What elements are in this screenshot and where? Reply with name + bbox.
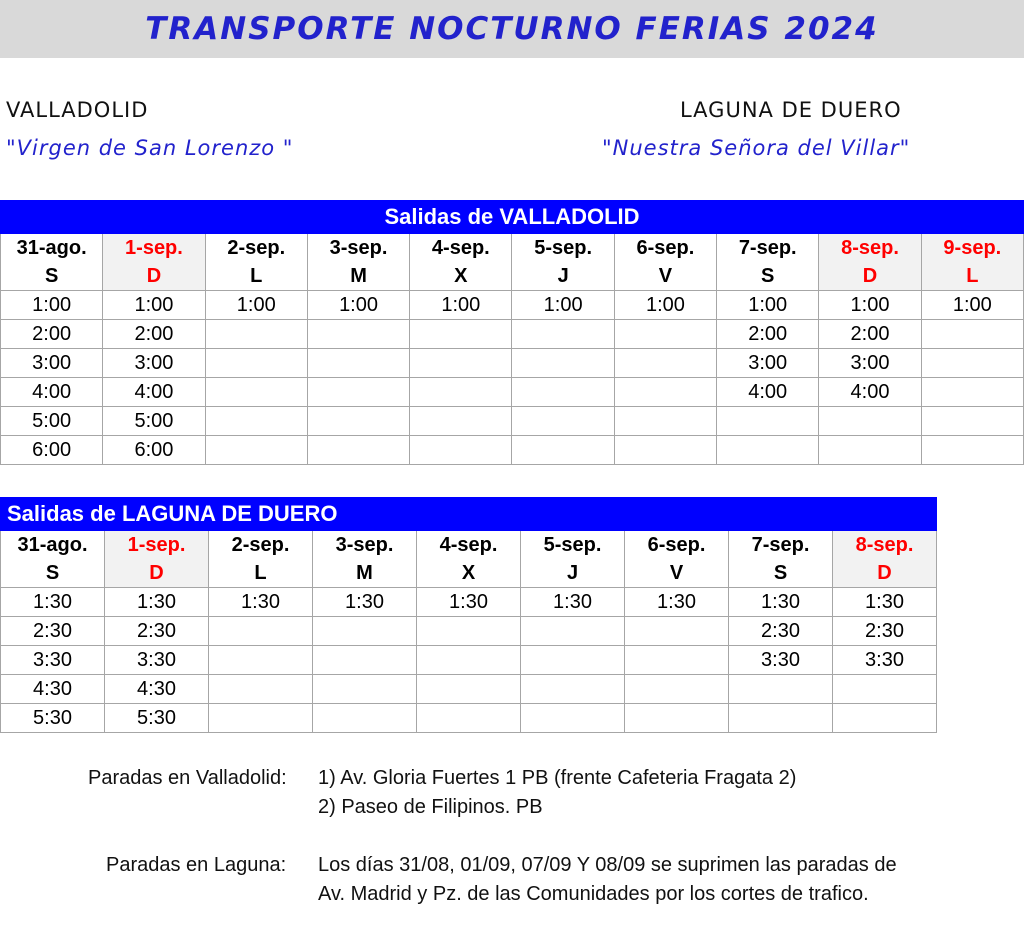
weekday-header: S: [717, 262, 819, 291]
time-cell: 4:00: [103, 378, 205, 407]
patron-laguna: "Nuestra Señora del Villar": [602, 136, 911, 160]
weekday-header-row: [1, 559, 937, 588]
time-cell: [417, 675, 521, 704]
time-cell: [410, 407, 512, 436]
weekday-header: V: [625, 559, 729, 588]
time-cell: [614, 378, 716, 407]
time-cell: 1:00: [819, 291, 921, 320]
date-header: 9-sep.: [921, 234, 1023, 263]
time-cell: [921, 436, 1023, 465]
time-cell: 1:00: [410, 291, 512, 320]
date-header: 4-sep.: [410, 234, 512, 263]
date-header: 7-sep.: [717, 234, 819, 263]
valladolid-schedule-table: [0, 200, 1024, 465]
time-cell: [717, 436, 819, 465]
time-cell: 5:00: [1, 407, 103, 436]
date-header: 5-sep.: [512, 234, 614, 263]
time-cell: 1:00: [614, 291, 716, 320]
time-cell: [921, 320, 1023, 349]
date-header: 31-ago.: [1, 234, 103, 263]
weekday-header: L: [205, 262, 307, 291]
time-cell: [833, 675, 937, 704]
laguna-stops-note-line-1: Los días 31/08, 01/09, 07/09 Y 08/09 se suprimen las paradas de: [318, 854, 897, 876]
time-cell: 1:30: [417, 588, 521, 617]
time-cell: 1:00: [307, 291, 409, 320]
patron-valladolid: "Virgen de San Lorenzo ": [6, 136, 294, 160]
time-cell: [313, 646, 417, 675]
weekday-header: D: [833, 559, 937, 588]
weekday-header: V: [614, 262, 716, 291]
time-cell: [625, 704, 729, 733]
time-cell: [410, 378, 512, 407]
date-header: 31-ago.: [1, 531, 105, 560]
time-cell: [417, 704, 521, 733]
date-header-row: [1, 234, 1024, 263]
time-cell: 2:30: [1, 617, 105, 646]
time-cell: [819, 407, 921, 436]
time-cell: [512, 349, 614, 378]
time-cell: 2:30: [729, 617, 833, 646]
weekday-header: L: [209, 559, 313, 588]
valladolid-stop-1: 1) Av. Gloria Fuertes 1 PB (frente Cafeteria Fragata 2): [318, 767, 797, 789]
time-cell: [614, 349, 716, 378]
time-cell: 3:30: [729, 646, 833, 675]
weekday-header: D: [105, 559, 209, 588]
time-cell: [313, 675, 417, 704]
time-cell: 4:30: [105, 675, 209, 704]
time-cell: 4:00: [819, 378, 921, 407]
time-cell: [307, 407, 409, 436]
time-cell: 1:00: [512, 291, 614, 320]
time-cell: 5:30: [105, 704, 209, 733]
time-cell: [209, 646, 313, 675]
weekday-header: X: [410, 262, 512, 291]
time-cell: 3:00: [1, 349, 103, 378]
time-cell: [209, 617, 313, 646]
time-cell: [614, 320, 716, 349]
time-cell: [614, 407, 716, 436]
table-row: [1, 675, 937, 704]
time-cell: 1:00: [717, 291, 819, 320]
time-cell: [521, 617, 625, 646]
time-cell: [417, 617, 521, 646]
time-cell: [625, 617, 729, 646]
time-cell: [819, 436, 921, 465]
date-header: 1-sep.: [105, 531, 209, 560]
time-cell: 1:00: [205, 291, 307, 320]
date-header: 3-sep.: [307, 234, 409, 263]
weekday-header: S: [1, 262, 103, 291]
time-cell: [313, 617, 417, 646]
weekday-header: S: [1, 559, 105, 588]
time-cell: [512, 407, 614, 436]
time-cell: [625, 646, 729, 675]
time-cell: [410, 349, 512, 378]
table-row: [1, 588, 937, 617]
laguna-schedule-table: [0, 497, 937, 733]
time-cell: 5:00: [103, 407, 205, 436]
time-cell: 2:00: [1, 320, 103, 349]
weekday-header: X: [417, 559, 521, 588]
section-heading: Salidas de VALLADOLID: [1, 201, 1024, 234]
time-cell: [307, 320, 409, 349]
table-row: [1, 436, 1024, 465]
laguna-stops-label: Paradas en Laguna:: [106, 854, 287, 876]
time-cell: 3:00: [103, 349, 205, 378]
time-cell: [205, 436, 307, 465]
time-cell: [205, 378, 307, 407]
time-cell: [209, 704, 313, 733]
time-cell: [921, 407, 1023, 436]
time-cell: [307, 436, 409, 465]
time-cell: [921, 349, 1023, 378]
time-cell: 3:00: [819, 349, 921, 378]
section-heading: Salidas de LAGUNA DE DUERO: [1, 498, 937, 531]
time-cell: [313, 704, 417, 733]
time-cell: 1:30: [521, 588, 625, 617]
weekday-header: J: [512, 262, 614, 291]
time-cell: 1:30: [625, 588, 729, 617]
page-title: TRANSPORTE NOCTURNO FERIAS 2024: [145, 11, 879, 47]
time-cell: 3:00: [717, 349, 819, 378]
weekday-header: J: [521, 559, 625, 588]
time-cell: [625, 675, 729, 704]
time-cell: [410, 436, 512, 465]
laguna-stops-note-line-2: Av. Madrid y Pz. de las Comunidades por los cortes de trafico.: [318, 883, 869, 905]
table-row: [1, 378, 1024, 407]
weekday-header: D: [819, 262, 921, 291]
section-heading-row: [1, 201, 1024, 234]
time-cell: [521, 646, 625, 675]
time-cell: 2:30: [833, 617, 937, 646]
time-cell: [205, 320, 307, 349]
time-cell: [205, 349, 307, 378]
time-cell: [417, 646, 521, 675]
time-cell: [717, 407, 819, 436]
time-cell: [614, 436, 716, 465]
time-cell: 1:00: [103, 291, 205, 320]
date-header: 2-sep.: [205, 234, 307, 263]
time-cell: 2:30: [105, 617, 209, 646]
time-cell: 1:00: [1, 291, 103, 320]
time-cell: 1:30: [833, 588, 937, 617]
time-cell: [307, 349, 409, 378]
date-header: 6-sep.: [625, 531, 729, 560]
table-row: [1, 407, 1024, 436]
date-header: 6-sep.: [614, 234, 716, 263]
section-heading-row: [1, 498, 937, 531]
time-cell: [729, 704, 833, 733]
date-header: 4-sep.: [417, 531, 521, 560]
time-cell: [833, 704, 937, 733]
time-cell: [521, 675, 625, 704]
time-cell: [521, 704, 625, 733]
table-row: [1, 349, 1024, 378]
time-cell: 3:30: [833, 646, 937, 675]
time-cell: 3:30: [105, 646, 209, 675]
time-cell: 3:30: [1, 646, 105, 675]
time-cell: [209, 675, 313, 704]
time-cell: [729, 675, 833, 704]
time-cell: [205, 407, 307, 436]
time-cell: 1:30: [105, 588, 209, 617]
time-cell: [410, 320, 512, 349]
time-cell: 2:00: [819, 320, 921, 349]
time-cell: 6:00: [1, 436, 103, 465]
weekday-header: M: [313, 559, 417, 588]
date-header: 7-sep.: [729, 531, 833, 560]
time-cell: 5:30: [1, 704, 105, 733]
valladolid-stops-label: Paradas en Valladolid:: [88, 767, 287, 789]
valladolid-stop-2: 2) Paseo de Filipinos. PB: [318, 796, 543, 818]
time-cell: 4:00: [1, 378, 103, 407]
date-header: 1-sep.: [103, 234, 205, 263]
table-row: [1, 704, 937, 733]
time-cell: 2:00: [717, 320, 819, 349]
time-cell: [512, 378, 614, 407]
weekday-header: S: [729, 559, 833, 588]
time-cell: [512, 436, 614, 465]
date-header: 3-sep.: [313, 531, 417, 560]
time-cell: 6:00: [103, 436, 205, 465]
time-cell: [512, 320, 614, 349]
table-row: [1, 617, 937, 646]
city-valladolid: VALLADOLID: [6, 98, 149, 122]
time-cell: 1:00: [921, 291, 1023, 320]
city-laguna: LAGUNA DE DUERO: [680, 98, 902, 122]
table-row: [1, 291, 1024, 320]
date-header: 5-sep.: [521, 531, 625, 560]
weekday-header: M: [307, 262, 409, 291]
table-row: [1, 646, 937, 675]
weekday-header-row: [1, 262, 1024, 291]
weekday-header: D: [103, 262, 205, 291]
time-cell: [921, 378, 1023, 407]
table-row: [1, 320, 1024, 349]
time-cell: 1:30: [1, 588, 105, 617]
time-cell: 1:30: [313, 588, 417, 617]
time-cell: 2:00: [103, 320, 205, 349]
date-header: 8-sep.: [819, 234, 921, 263]
date-header: 8-sep.: [833, 531, 937, 560]
time-cell: 4:00: [717, 378, 819, 407]
title-bar: [0, 0, 1024, 58]
date-header: 2-sep.: [209, 531, 313, 560]
time-cell: [307, 378, 409, 407]
time-cell: 1:30: [209, 588, 313, 617]
time-cell: 4:30: [1, 675, 105, 704]
weekday-header: L: [921, 262, 1023, 291]
time-cell: 1:30: [729, 588, 833, 617]
date-header-row: [1, 531, 937, 560]
